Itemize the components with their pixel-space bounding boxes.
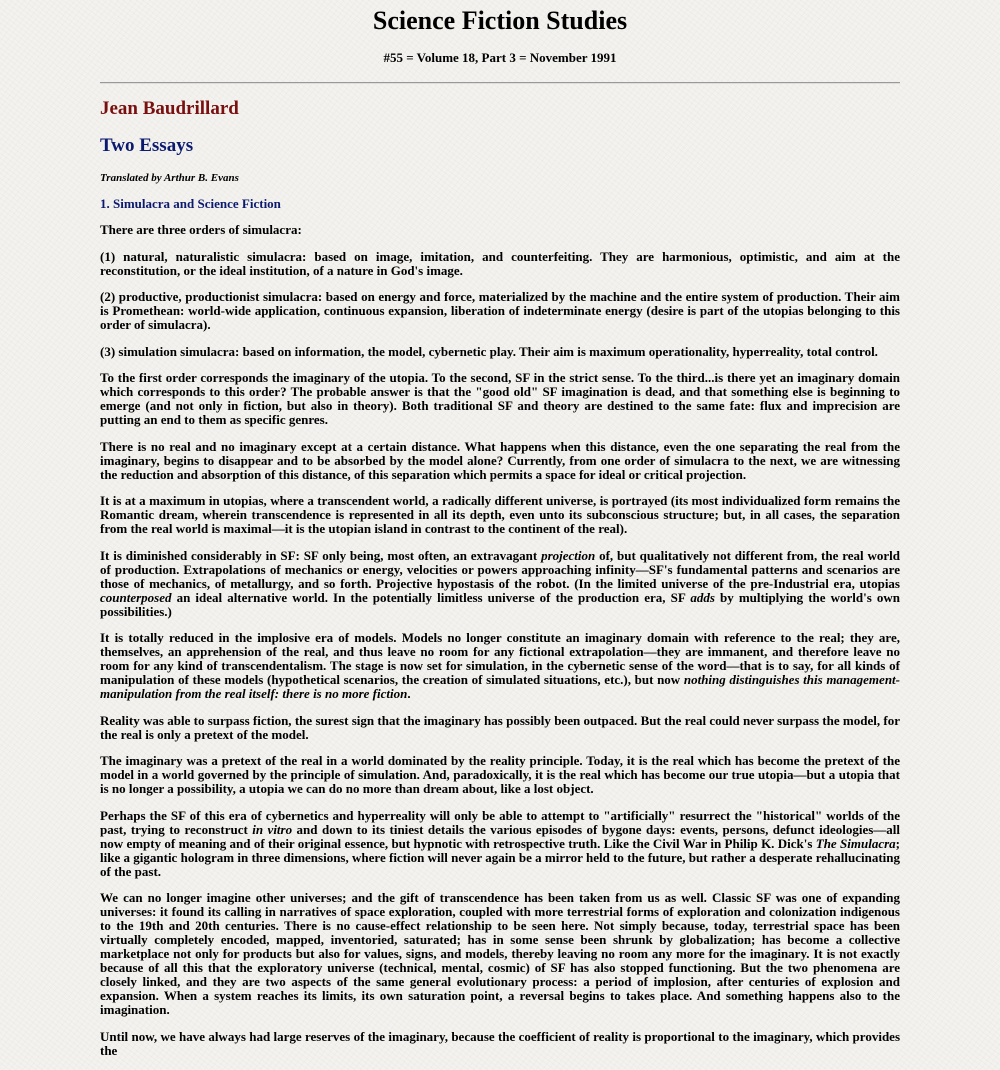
body-paragraph (100, 223, 900, 237)
paragraph-text: . (407, 686, 411, 701)
article-body (100, 223, 900, 1070)
body-paragraph (100, 440, 900, 482)
paragraph-text: The imaginary was a pretext of the real in a world dominated by the reality principle. Today, it is the real which has become the pretext of the model in a world governed by the principle of simulation. And, paradoxically, it is the real which has become our true utopia—but a utopia that is no longer a possibility, a utopia we can do no more than dream about, like a lost object. (100, 753, 900, 796)
issue-line: #55 = Volume 18, Part 3 = November 1991 (383, 50, 617, 65)
paragraph-text: Perhaps the SF of this era of cybernetics and hyperreality will only be able to attempt to "artificially" resurrect the "historical" worlds of the past, trying to reconstruct (100, 807, 900, 837)
paragraph-text: (2) productive, productionist simulacra: based on energy and force, materialized by the machine and the entire system of production. Their aim is Promethean: world-wide application, continuous expansion, liberation of indeterminate energy (desire is part of the utopias belonging to this order of simulacra). (100, 289, 900, 332)
body-paragraph (100, 494, 900, 536)
paragraph-text: an ideal alternative world. In the potentially limitless universe of the production era, SF (171, 589, 691, 605)
italic-text: The Simulacra (815, 835, 896, 851)
paragraph-text: It is totally reduced in the implosive era of models. Models no longer constitute an imaginary domain with reference to the real; they are, themselves, an apprehension of the real, and thus leave no room for any fictional extrapolation—they are immanent, and therefore leave no room for any kind of transcendentalism. The stage is now set for simulation, in the cybernetic sense of the word—that is to say, for all kinds of manipulation of these models (hypothetical scenarios, the creation of simulated situations, etc.), but now (100, 630, 900, 687)
paragraph-text: It is diminished considerably in SF: SF only being, most often, an extravagant (100, 547, 542, 563)
paragraph-text: It is at a maximum in utopias, where a transcendent world, a radically different universe, is portrayed (its most individualized form remains the Romantic dream, wherein transcendence is represented in all its depth, even unto its subconscious structure; but, in all cases, the separation from the real world is maximal—it is the utopian island in contrast to the continent of the real). (100, 493, 900, 536)
paragraph-text: of, but qualitatively not different from, the real world of production. Extrapolations of mechanics or energy, velocities or powers approaching infinity—SF's fundamental patterns and scenarios are those of mechanics, of metallurgy, and so forth. Projective hypostasis of the robot. (In the limited universe of the pre-Industrial era, utopias (100, 547, 900, 591)
paragraph-text: (1) natural, naturalistic simulacra: based on image, imitation, and counterfeiting. They are harmonious, optimistic, and aim at the reconstitution, or the ideal institution, of a nature in God's image. (100, 248, 900, 278)
body-paragraph (100, 631, 900, 701)
paragraph-text: by multiplying the world's own possibilities.) (100, 589, 900, 619)
body-paragraph (100, 1030, 900, 1058)
author-name: Jean Baudrillard (100, 98, 239, 119)
article-title: Two Essays (100, 135, 194, 156)
horizontal-rule (100, 82, 900, 84)
paragraph-text: (3) simulation simulacra: based on information, the model, cybernetic play. Their aim is maximum operationality, hyperreality, total control. (100, 343, 878, 359)
body-paragraph (100, 549, 900, 619)
italic-text: counterposed (100, 589, 172, 605)
paragraph-text: There is no real and no imaginary except at a certain distance. What happens when this distance, even the one separating the real from the imaginary, begins to disappear and to be absorbed by the model alone? Currently, from one order of simulacra to the next, we are witnessing the reduction and absorption of this distance, of this separation which permits a space for ideal or critical projection. (100, 438, 900, 482)
paragraph-text: We can no longer imagine other universes; and the gift of transcendence has been taken from us as well. Classic SF was one of expanding universes: it found its calling in narratives of space exploration, coupled with more terrestrial forms of exploration and colonization indigenous to the 19th and 20th centuries. There is no cause-effect relationship to be seen here. Not simply because, today, terrestrial space has been virtually completely encoded, mapped, inventoried, saturated; has in some sense been shrunk by globalization; has become a collective marketplace not only for products but also for values, signs, and models, thereby leaving no room any more for the imaginary. It is not exactly because of all this that the exploratory universe (technical, mental, cosmic) of SF has also stopped functioning. But the two phenomena are closely linked, and they are two aspects of the same general evolutionary process: a period of implosion, after centuries of explosion and expansion. When a system reaches its limits, its own saturation point, a reversal begins to takes place. And something happens also to the imagination. (100, 890, 900, 1017)
section-heading: 1. Simulacra and Science Fiction (100, 196, 281, 211)
italic-text: nothing distinguishes this management-manipulation from the real itself: there is no more fiction (100, 672, 900, 701)
body-paragraph (100, 371, 900, 427)
body-paragraph (100, 714, 900, 742)
journal-title: Science Fiction Studies (372, 6, 628, 35)
paragraph-text: ; like a gigantic hologram in three dimensions, where fiction will never again be a mirror held to the future, but rather a desperate rehallucinating of the past. (100, 835, 900, 879)
body-paragraph (100, 290, 900, 332)
paragraph-text: To the first order corresponds the imaginary of the utopia. To the second, SF in the strict sense. To the third...is there yet an imaginary domain which corresponds to this order? The probable answer is that the "good old" SF imagination is dead, and that something else is beginning to emerge (and not only in fiction, but also in theory). Both traditional SF and theory are destined to the same fate: flux and imprecision are putting an end to them as specific genres. (100, 370, 900, 427)
body-paragraph (100, 345, 900, 359)
body-paragraph (100, 809, 900, 879)
italic-text: in vitro (252, 821, 293, 837)
body-paragraph (100, 891, 900, 1017)
paragraph-text: Reality was able to surpass fiction, the surest sign that the imaginary has possibly been outpaced. But the real could never surpass the model, for the real is only a pretext of the model. (100, 712, 900, 742)
italic-text: projection (541, 547, 596, 563)
italic-text: adds (690, 589, 715, 605)
paragraph-text: and down to its tiniest details the various episodes of bygone days: events, persons, defunct ideologies—all now empty of meaning and of their original essence, but hypnotic with retrospective truth. Like the Civil War in Philip K. Dick's (100, 821, 900, 851)
paragraph-text: Until now, we have always had large reserves of the imaginary, because the coefficient of reality is proportional to the imaginary, which provides the (100, 1028, 900, 1058)
body-paragraph (100, 754, 900, 796)
translator-credit: Translated by Arthur B. Evans (100, 172, 239, 184)
paragraph-text: There are three orders of simulacra: (100, 222, 302, 237)
body-paragraph (100, 250, 900, 278)
